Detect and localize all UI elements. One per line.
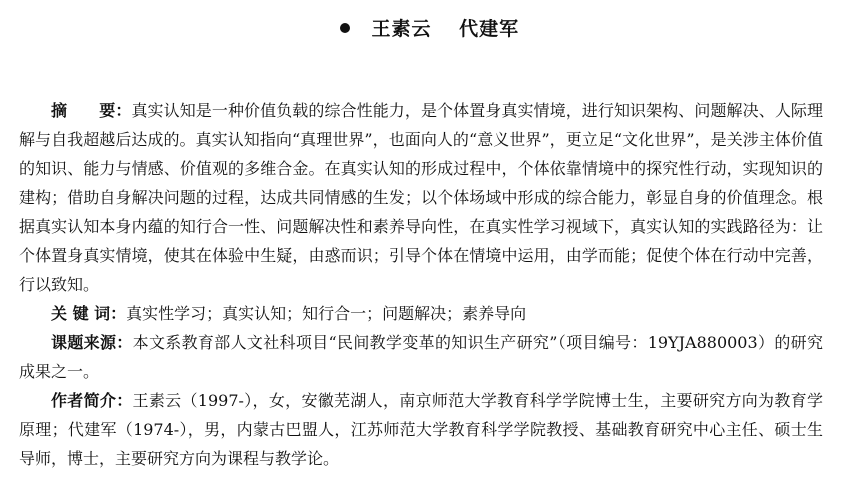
article-metadata [19,96,823,473]
bullet-icon [340,23,350,33]
abstract-label: 摘 要： [51,101,132,120]
author-line [0,14,859,41]
keywords-label: 关 键 词： [51,304,127,323]
keywords-text: 真实性学习；真实认知；知行合一；问题解决；素养导向 [126,304,527,323]
project-text: 本文系教育部人文社科项目“民间教学变革的知识生产研究”（项目编号：19YJA880003）的研究成果之一。 [19,333,823,381]
author-name-1: 王素云 [371,18,432,40]
author-name-2: 代建军 [459,18,520,40]
project-paragraph [19,328,823,386]
bio-text: 王素云（1997-），女，安徽芜湖人，南京师范大学教育科学学院博士生，主要研究方向为教育学原理；代建军（1974-），男，内蒙古巴盟人，江苏师范大学教育科学学院教授、基础教育研究中心主任、硕士生导师，博士，主要研究方向为课程与教学论。 [19,391,823,468]
keywords-paragraph [19,299,823,328]
abstract-text: 真实认知是一种价值负载的综合性能力，是个体置身真实情境，进行知识架构、问题解决、人际理解与自我超越后达成的。真实认知指向“真理世界”，也面向人的“意义世界”，更立足“文化世界”，是关涉主体价值的知识、能力与情感、价值观的多维合金。在真实认知的形成过程中，个体依靠情境中的探究性行动，实现知识的建构；借助自身解决问题的过程，达成共同情感的生发；以个体场域中形成的综合能力，彰显自身的价值理念。根据真实认知本身内蕴的知行合一性、问题解决性和素养导向性，在真实性学习视域下，真实认知的实践路径为：让个体置身真实情境，使其在体验中生疑，由惑而识；引导个体在情境中运用，由学而能；促使个体在行动中完善，行以致知。 [19,101,823,294]
bio-paragraph [19,386,823,473]
abstract-paragraph [19,96,823,299]
project-label: 课题来源： [51,333,133,352]
bio-label: 作者简介： [51,391,133,410]
